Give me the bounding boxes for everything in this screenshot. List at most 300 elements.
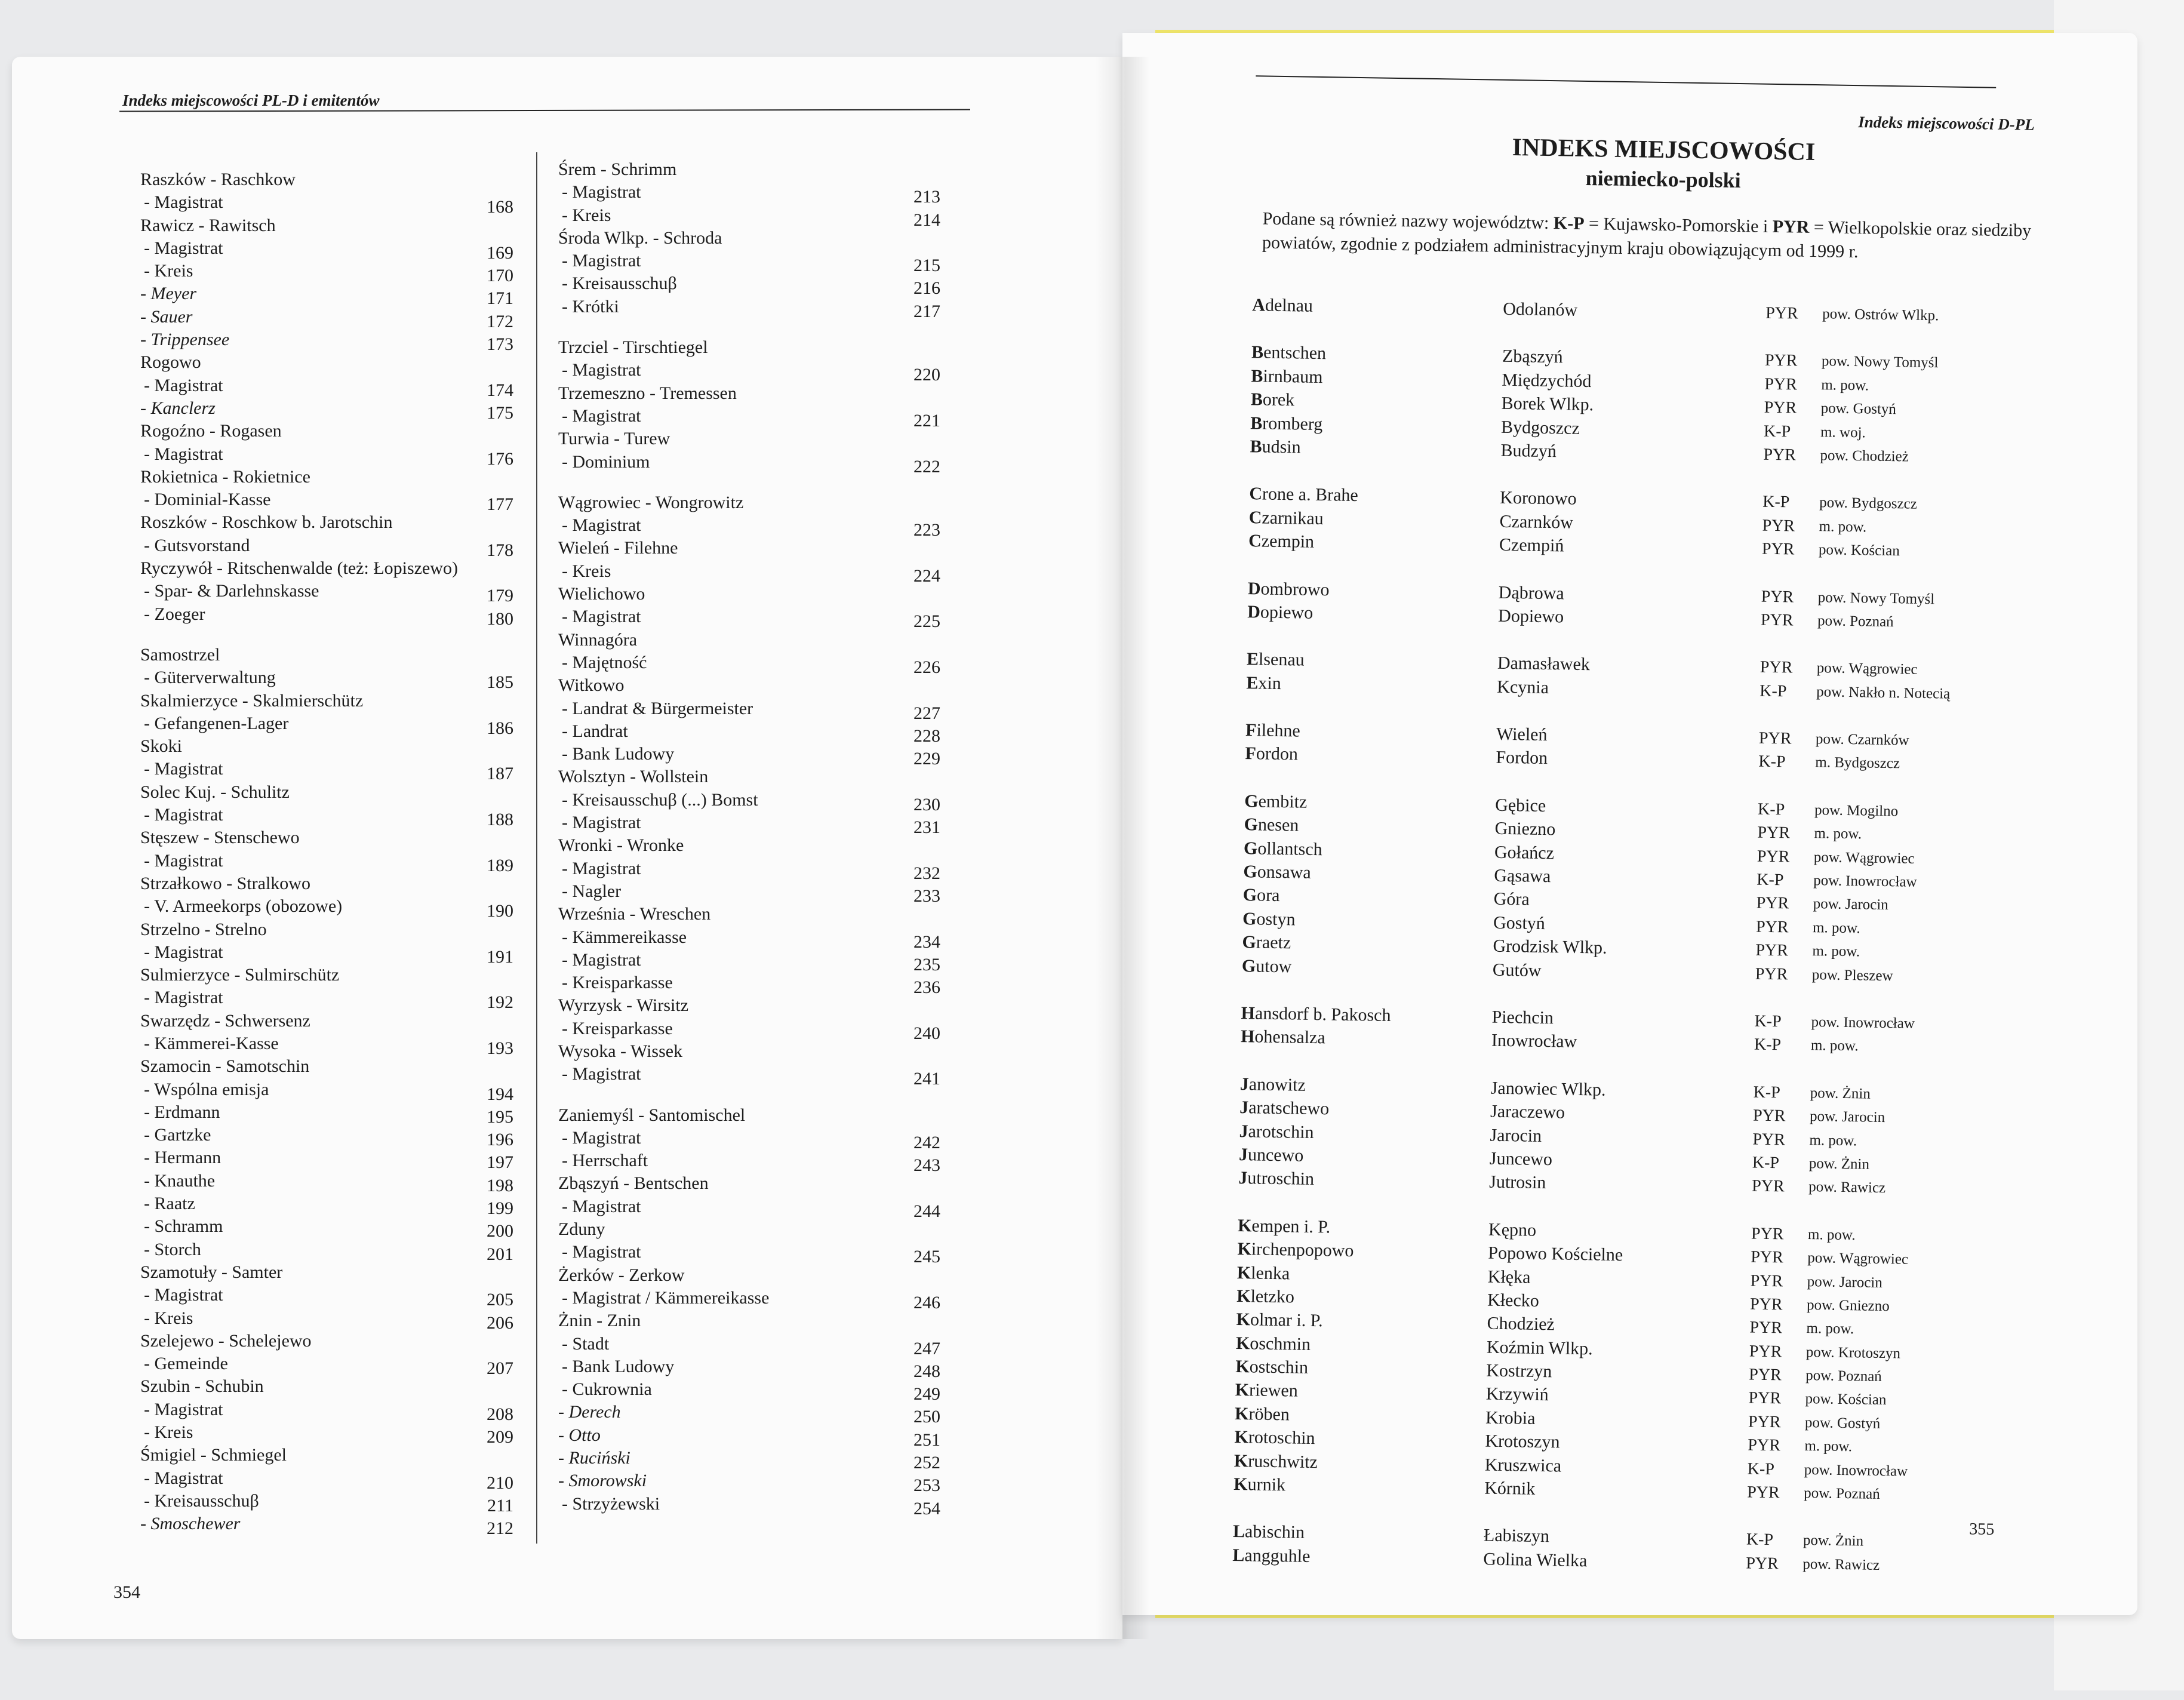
voivodeship: K-P <box>1762 493 1790 512</box>
entry-name: Zbąszyń - Bentschen <box>558 1173 709 1194</box>
voivodeship: PYR <box>1746 1554 1779 1573</box>
entry-page-number: 245 <box>913 1247 940 1267</box>
entry-name: - Magistrat <box>562 813 641 833</box>
polish-name: Gołańcz <box>1494 842 1555 863</box>
entry-name: Szelejewo - Schelejewo <box>140 1330 312 1351</box>
intro-text-3: = Wielkopolskie oraz siedziby powiatów, zgodnie z podziałem administracyjnym kraju obowiązującym od 1999 r. <box>1262 217 2032 262</box>
district-seat: pow. Jarocin <box>1809 1108 1885 1126</box>
entry-page-number: 193 <box>487 1038 513 1058</box>
entry-name: - Magistrat <box>144 1285 223 1305</box>
polish-name: Gębice <box>1494 795 1546 816</box>
entry-name: - Landrat <box>562 721 628 741</box>
voivodeship: PYR <box>1763 445 1797 465</box>
german-name: Crone a. Brahe <box>1249 484 1359 506</box>
entry-name: - Herrschaft <box>562 1151 648 1171</box>
entry-page-number: 228 <box>913 726 940 746</box>
intro-text-1: Podane są również nazwy województw: <box>1262 208 1554 233</box>
entry-name: Września - Wreschen <box>558 904 711 924</box>
polish-name: Kłecko <box>1487 1290 1540 1311</box>
entry-name: Szamocin - Samotschin <box>140 1056 310 1077</box>
entry-name: - Magistrat <box>562 1127 641 1148</box>
voivodeship: PYR <box>1752 1176 1785 1196</box>
entry-page-number: 241 <box>913 1069 940 1089</box>
entry-page-number: 210 <box>487 1472 513 1493</box>
polish-name: Krzywiń <box>1485 1384 1549 1405</box>
district-seat: m. pow. <box>1804 1438 1853 1455</box>
german-name: Gollantsch <box>1243 838 1322 859</box>
entry-page-number: 195 <box>487 1106 513 1127</box>
german-name: Jutroschin <box>1238 1168 1315 1189</box>
entry-name: Witkowo <box>558 675 625 696</box>
entry-name: Solec Kuj. - Schulitz <box>140 782 290 802</box>
district-seat: pow. Żnin <box>1802 1532 1864 1550</box>
entry-page-number: 220 <box>913 365 940 385</box>
entry-name: Swarzędz - Schwersenz <box>140 1010 310 1031</box>
entry-page-number: 187 <box>487 764 513 784</box>
district-seat: pow. Nowy Tomyśl <box>1817 589 1935 607</box>
entry-name: - Cukrownia <box>562 1379 652 1400</box>
entry-page-number: 170 <box>487 266 513 286</box>
german-name: Gembitz <box>1244 791 1308 812</box>
voivodeship: PYR <box>1748 1412 1781 1432</box>
entry-name: - Spar- & Darlehnskasse <box>144 581 319 601</box>
entry-page-number: 244 <box>913 1201 940 1221</box>
entry-page-number: 246 <box>913 1292 940 1312</box>
entry-name: - Gemeinde <box>144 1354 228 1374</box>
german-name: Filehne <box>1245 720 1301 741</box>
voivodeship: PYR <box>1750 1271 1783 1290</box>
polish-name: Inowrocław <box>1491 1031 1577 1052</box>
entry-name: Rokietnica - Rokietnice <box>140 466 310 487</box>
german-name: Juncewo <box>1238 1144 1304 1166</box>
entry-name: Żerków - Zerkow <box>558 1265 685 1285</box>
entry-page-number: 186 <box>487 718 513 738</box>
entry-name: - Kreis <box>144 1308 193 1328</box>
district-seat: pow. Mogilno <box>1814 801 1899 820</box>
voivodeship: PYR <box>1764 351 1798 370</box>
district-seat: pow. Gostyń <box>1804 1414 1881 1432</box>
german-name: Bromberg <box>1250 413 1323 434</box>
voivodeship: K-P <box>1747 1459 1775 1478</box>
entry-name: Winnagóra <box>558 629 638 650</box>
entry-page-number: 200 <box>487 1221 513 1241</box>
entry-name: Zaniemyśl - Santomischel <box>558 1105 746 1125</box>
entry-page-number: 252 <box>913 1453 940 1473</box>
district-seat: pow. Rawicz <box>1808 1179 1886 1197</box>
german-name: Kurnik <box>1234 1474 1286 1495</box>
entry-page-number: 177 <box>487 494 513 515</box>
district-seat: pow. Wągrowiec <box>1807 1250 1909 1268</box>
polish-name: Budzyń <box>1500 440 1557 462</box>
district-seat: pow. Wągrowiec <box>1813 849 1915 867</box>
entry-name: - Smorowski <box>558 1471 647 1491</box>
entry-page-number: 247 <box>913 1338 940 1358</box>
district-seat: pow. Ostrów Wlkp. <box>1822 306 1939 324</box>
voivodeship: PYR <box>1746 1483 1780 1502</box>
entry-name: Stęszew - Stenschewo <box>140 828 300 848</box>
voivodeship: PYR <box>1751 1247 1784 1267</box>
entry-name: - Magistrat <box>562 1242 641 1262</box>
district-seat: pow. Krotoszyn <box>1805 1344 1901 1362</box>
entry-name: - Magistrat <box>562 405 641 426</box>
entry-page-number: 198 <box>487 1175 513 1195</box>
german-name: Czarnikau <box>1248 507 1324 528</box>
entry-page-number: 254 <box>913 1498 940 1518</box>
entry-name: Trzemeszno - Tremessen <box>558 383 737 403</box>
district-seat: pow. Kościan <box>1805 1391 1887 1409</box>
voivodeship: K-P <box>1752 1153 1780 1173</box>
entry-page-number: 212 <box>487 1518 513 1539</box>
entry-page-number: 242 <box>913 1132 940 1152</box>
entry-name: - Strzyżewski <box>562 1493 660 1514</box>
entry-name: - Magistrat <box>562 515 641 536</box>
german-name: Graetz <box>1242 932 1291 953</box>
entry-name: - Magistrat <box>144 942 223 962</box>
entry-name: Żnin - Znin <box>558 1311 641 1331</box>
entry-page-number: 249 <box>913 1384 940 1404</box>
entry-name: - Magistrat <box>562 1196 641 1216</box>
entry-name: Wyrzysk - Wirsitz <box>558 995 689 1016</box>
intro-kp: K-P <box>1553 213 1585 233</box>
entry-name: - Kreis <box>144 261 193 281</box>
german-name: Borek <box>1250 389 1295 410</box>
polish-name: Damasławek <box>1497 653 1591 675</box>
entry-name: - Kreis <box>144 1422 193 1443</box>
german-name: Dombrowo <box>1247 578 1330 600</box>
entry-name: Skoki <box>140 736 183 757</box>
district-seat: pow. Poznań <box>1803 1484 1880 1502</box>
entry-page-number: 188 <box>487 810 513 830</box>
polish-name: Dopiewo <box>1497 605 1564 627</box>
intro-text-2: = Kujawsko-Pomorskie i <box>1584 213 1773 236</box>
entry-page-number: 175 <box>487 402 513 423</box>
district-seat: m. pow. <box>1806 1320 1854 1338</box>
entry-page-number: 234 <box>913 932 940 952</box>
entry-page-number: 180 <box>487 608 513 629</box>
district-seat: pow. Nowy Tomyśl <box>1821 353 1939 371</box>
voivodeship: PYR <box>1757 847 1790 866</box>
voivodeship: PYR <box>1758 728 1792 748</box>
district-seat: pow. Gniezno <box>1806 1296 1890 1315</box>
entry-page-number: 173 <box>487 334 513 355</box>
district-seat: pow. Czarnków <box>1815 731 1909 749</box>
german-name: Koschmin <box>1235 1333 1311 1354</box>
district-seat: m. pow. <box>1809 1132 1857 1149</box>
entry-name: - Bank Ludowy <box>562 744 675 764</box>
polish-name: Kostrzyn <box>1486 1360 1552 1382</box>
polish-name: Janowiec Wlkp. <box>1490 1078 1606 1100</box>
polish-name: Koźmin Wlkp. <box>1486 1337 1593 1359</box>
polish-name: Popowo Kościelne <box>1488 1243 1623 1265</box>
german-name: Adelnau <box>1252 295 1314 316</box>
german-name: Kletzko <box>1236 1286 1295 1307</box>
entry-name: - Magistrat <box>144 192 223 213</box>
right-page-header: Indeks miejscowości D-PL <box>1858 113 2035 134</box>
intro-pyr: PYR <box>1772 216 1810 237</box>
entry-page-number: 191 <box>487 946 513 967</box>
polish-name: Krobia <box>1485 1407 1536 1428</box>
german-name: Langguhle <box>1232 1545 1311 1566</box>
entry-name: - Magistrat <box>562 251 641 271</box>
entry-name: - Erdmann <box>144 1102 220 1122</box>
index-title: INDEKS MIEJSCOWOŚCI <box>1512 134 1816 166</box>
german-name: Hansdorf b. Pakosch <box>1241 1003 1391 1025</box>
entry-name: - Magistrat <box>144 375 223 395</box>
entry-name: - Meyer <box>140 284 197 304</box>
entry-name: - Kreis <box>562 205 611 225</box>
district-seat: pow. Inowrocław <box>1804 1461 1908 1480</box>
entry-name: - Dominium <box>562 451 650 472</box>
german-name: Kempen i. P. <box>1237 1215 1331 1237</box>
entry-page-number: 229 <box>913 749 940 769</box>
entry-name: Rawicz - Rawitsch <box>140 215 276 235</box>
right-header-rule <box>1256 75 1996 88</box>
entry-name: Skalmierzyce - Skalmierschütz <box>140 690 364 711</box>
entry-name: Turwia - Turew <box>558 429 670 449</box>
polish-name: Kórnik <box>1484 1478 1536 1499</box>
entry-page-number: 199 <box>487 1198 513 1219</box>
entry-name: Wronki - Wronke <box>558 835 684 856</box>
entry-name: - Kanclerz <box>140 398 216 418</box>
entry-name: - Storch <box>144 1239 201 1259</box>
entry-name: Wysoka - Wissek <box>558 1041 683 1061</box>
german-name: Krotoschin <box>1234 1427 1315 1449</box>
polish-name: Grodzisk Wlkp. <box>1493 936 1607 958</box>
voivodeship: PYR <box>1761 539 1795 559</box>
voivodeship: K-P <box>1759 681 1787 701</box>
entry-name: Szamotuły - Samter <box>140 1262 283 1282</box>
district-seat: pow. Kościan <box>1818 542 1900 560</box>
entry-name: Wolsztyn - Wollstein <box>558 767 709 787</box>
polish-name: Kłęka <box>1487 1266 1531 1287</box>
polish-name: Bydgoszcz <box>1500 417 1580 438</box>
voivodeship: PYR <box>1748 1435 1781 1455</box>
german-name: Jarotschin <box>1239 1121 1314 1142</box>
voivodeship: K-P <box>1753 1083 1781 1102</box>
entry-page-number: 236 <box>913 977 940 998</box>
polish-name: Jutrosin <box>1489 1172 1546 1193</box>
voivodeship: PYR <box>1749 1318 1783 1338</box>
entry-name: - Schramm <box>144 1216 223 1237</box>
entry-name: Śmigiel - Schmiegel <box>140 1445 287 1465</box>
polish-name: Kruszwica <box>1484 1455 1562 1476</box>
entry-name: - Magistrat <box>144 805 223 825</box>
voivodeship: PYR <box>1749 1295 1783 1314</box>
voivodeship: PYR <box>1755 917 1789 937</box>
voivodeship: PYR <box>1755 940 1789 960</box>
german-name: Gonsawa <box>1243 862 1311 883</box>
entry-name: Raszków - Raschkow <box>140 170 296 189</box>
entry-page-number: 240 <box>913 1023 940 1043</box>
district-seat: pow. Wągrowiec <box>1816 660 1918 678</box>
polish-name: Czempiń <box>1499 534 1564 556</box>
german-name: Janowitz <box>1239 1074 1306 1095</box>
district-seat: pow. Bydgoszcz <box>1819 494 1918 513</box>
entry-page-number: 227 <box>913 703 940 723</box>
entry-page-number: 179 <box>487 586 513 606</box>
voivodeship: PYR <box>1749 1365 1782 1385</box>
entry-page-number: 217 <box>913 301 940 321</box>
german-name: Kolmar i. P. <box>1236 1309 1323 1331</box>
entry-name: - Kreisausschuβ (...) Bomst <box>562 789 758 810</box>
entry-page-number: 222 <box>913 456 940 477</box>
entry-page-number: 208 <box>487 1404 513 1424</box>
entry-name: - Ruciński <box>558 1448 630 1468</box>
german-name: Birnbaum <box>1251 365 1323 387</box>
german-name: Czempin <box>1248 531 1315 552</box>
voivodeship: K-P <box>1763 422 1791 441</box>
voivodeship: PYR <box>1751 1224 1784 1244</box>
entry-name: Rogoźno - Rogasen <box>140 421 282 441</box>
entry-name: - Stadt <box>562 1333 610 1354</box>
german-name: Gora <box>1242 885 1280 906</box>
polish-name: Zbąszyń <box>1502 346 1563 367</box>
entry-name: - Magistrat <box>144 988 223 1008</box>
district-seat: pow. Chodzież <box>1820 447 1909 465</box>
entry-name: Wieleń - Filehne <box>558 538 678 558</box>
entry-name: - Kreisparkasse <box>562 1018 673 1038</box>
entry-name: - Wspólna emisja <box>144 1079 269 1099</box>
polish-name: Kępno <box>1488 1219 1537 1240</box>
entry-page-number: 190 <box>487 901 513 921</box>
district-seat: m. pow. <box>1821 376 1869 394</box>
polish-name: Gąsawa <box>1494 865 1551 887</box>
district-seat: pow. Gostyń <box>1820 400 1897 418</box>
entry-page-number: 215 <box>913 256 940 276</box>
german-name: Klenka <box>1236 1262 1290 1283</box>
german-name: Budsin <box>1250 436 1301 457</box>
german-name: Fordon <box>1245 743 1299 764</box>
entry-name: - Magistrat / Kämmereikasse <box>562 1287 770 1308</box>
left-page-header: Indeks miejscowości PL-D i emitentów <box>122 91 380 109</box>
polish-name: Golina Wielka <box>1483 1549 1588 1571</box>
index-title-block <box>1430 132 1896 195</box>
polish-name: Odolanów <box>1503 299 1578 320</box>
entry-name: - Krótki <box>562 296 619 316</box>
entry-name: - Raatz <box>144 1194 195 1214</box>
entry-name: Szubin - Schubin <box>140 1376 264 1397</box>
entry-page-number: 176 <box>487 448 513 469</box>
district-seat: pow. Jarocin <box>1813 896 1889 914</box>
german-name: Exin <box>1246 672 1282 693</box>
district-seat: pow. Inowrocław <box>1813 872 1917 890</box>
polish-name: Chodzież <box>1487 1313 1555 1335</box>
polish-name: Krotoszyn <box>1485 1431 1560 1452</box>
entry-name: - Güterverwaltung <box>144 668 276 688</box>
polish-name: Gniezno <box>1494 818 1556 840</box>
entry-page-number: 243 <box>913 1155 940 1176</box>
entry-page-number: 178 <box>487 540 513 560</box>
entry-page-number: 174 <box>487 380 513 400</box>
voivodeship: PYR <box>1765 303 1798 323</box>
voivodeship: PYR <box>1749 1342 1782 1361</box>
entry-name: Śrem - Schrimm <box>558 159 677 179</box>
polish-name: Fordon <box>1496 748 1548 768</box>
german-name: Kriewen <box>1235 1380 1298 1401</box>
entry-name: - Magistrat <box>562 607 641 627</box>
entry-name: Samostrzel <box>140 644 220 665</box>
district-seat: m. pow. <box>1810 1037 1859 1055</box>
voivodeship: PYR <box>1762 516 1795 536</box>
polish-name: Łabiszyn <box>1483 1525 1550 1547</box>
entry-name: - Derech <box>558 1402 621 1422</box>
voivodeship: PYR <box>1755 964 1788 984</box>
district-seat: pow. Inowrocław <box>1811 1014 1915 1032</box>
entry-page-number: 192 <box>487 992 513 1013</box>
entry-page-number: 172 <box>487 311 513 331</box>
entry-page-number: 169 <box>487 242 513 263</box>
voivodeship: PYR <box>1759 657 1793 677</box>
voivodeship: PYR <box>1752 1106 1786 1126</box>
entry-name: - Magistrat <box>562 858 641 878</box>
entry-page-number: 235 <box>913 954 940 974</box>
entry-page-number: 168 <box>487 197 513 217</box>
entry-name: Rogowo <box>140 352 201 373</box>
district-seat: pow. Nakło n. Notecią <box>1816 683 1951 702</box>
polish-name: Juncewo <box>1489 1148 1553 1170</box>
voivodeship: K-P <box>1757 870 1784 890</box>
entry-page-number: 216 <box>913 278 940 299</box>
german-name: Kirchenpopowo <box>1237 1239 1354 1261</box>
voivodeship: PYR <box>1764 374 1798 394</box>
voivodeship: PYR <box>1764 398 1797 417</box>
entry-name: Wielichowo <box>558 584 645 604</box>
district-seat: m. pow. <box>1814 825 1862 843</box>
entry-page-number: 213 <box>913 187 940 207</box>
german-name: Jaratschewo <box>1239 1098 1330 1119</box>
entry-name: - Magistrat <box>144 1399 223 1419</box>
polish-name: Dąbrowa <box>1498 582 1565 604</box>
left-page-number: 354 <box>113 1582 140 1602</box>
entry-page-number: 221 <box>913 410 940 431</box>
entry-name: - Magistrat <box>144 238 223 258</box>
german-name: Gutow <box>1241 955 1292 976</box>
district-seat: m. pow. <box>1812 919 1860 937</box>
entry-page-number: 207 <box>487 1358 513 1379</box>
entry-name: - Magistrat <box>144 1468 223 1488</box>
entry-page-number: 250 <box>913 1407 940 1427</box>
entry-page-number: 209 <box>487 1427 513 1447</box>
entry-name: - Hermann <box>144 1148 222 1168</box>
entry-name: - Kreisausschuβ <box>144 1490 259 1511</box>
entry-name: - Magistrat <box>562 949 641 970</box>
district-seat: m. pow. <box>1819 518 1867 536</box>
polish-name: Koronowo <box>1500 488 1577 509</box>
entry-name: - V. Armeekorps (obozowe) <box>144 896 343 917</box>
entry-name: - Magistrat <box>562 360 641 380</box>
entry-name: - Magistrat <box>144 850 223 871</box>
entry-name: - Magistrat <box>144 759 223 779</box>
entry-page-number: 230 <box>913 794 940 814</box>
district-seat: pow. Pleszew <box>1811 966 1893 984</box>
german-name: Hohensalza <box>1240 1026 1325 1048</box>
polish-name: Gutów <box>1492 960 1542 980</box>
district-seat: pow. Poznań <box>1817 613 1894 631</box>
entry-name: Sulmierzyce - Sulmirschütz <box>140 965 340 985</box>
polish-name: Jaraczewo <box>1490 1101 1565 1123</box>
polish-name: Góra <box>1493 889 1530 910</box>
entry-page-number: 248 <box>913 1361 940 1381</box>
entry-name: - Gefangenen-Lager <box>144 713 289 733</box>
entry-page-number: 223 <box>913 520 940 540</box>
entry-name: - Zoeger <box>144 604 205 624</box>
district-seat: pow. Żnin <box>1808 1155 1870 1173</box>
entry-name: - Landrat & Bürgermeister <box>562 698 753 718</box>
entry-page-number: 205 <box>487 1290 513 1310</box>
entry-name: - Majętność <box>562 652 647 672</box>
german-name: Kröben <box>1234 1403 1290 1425</box>
entry-name: - Magistrat <box>144 444 223 464</box>
